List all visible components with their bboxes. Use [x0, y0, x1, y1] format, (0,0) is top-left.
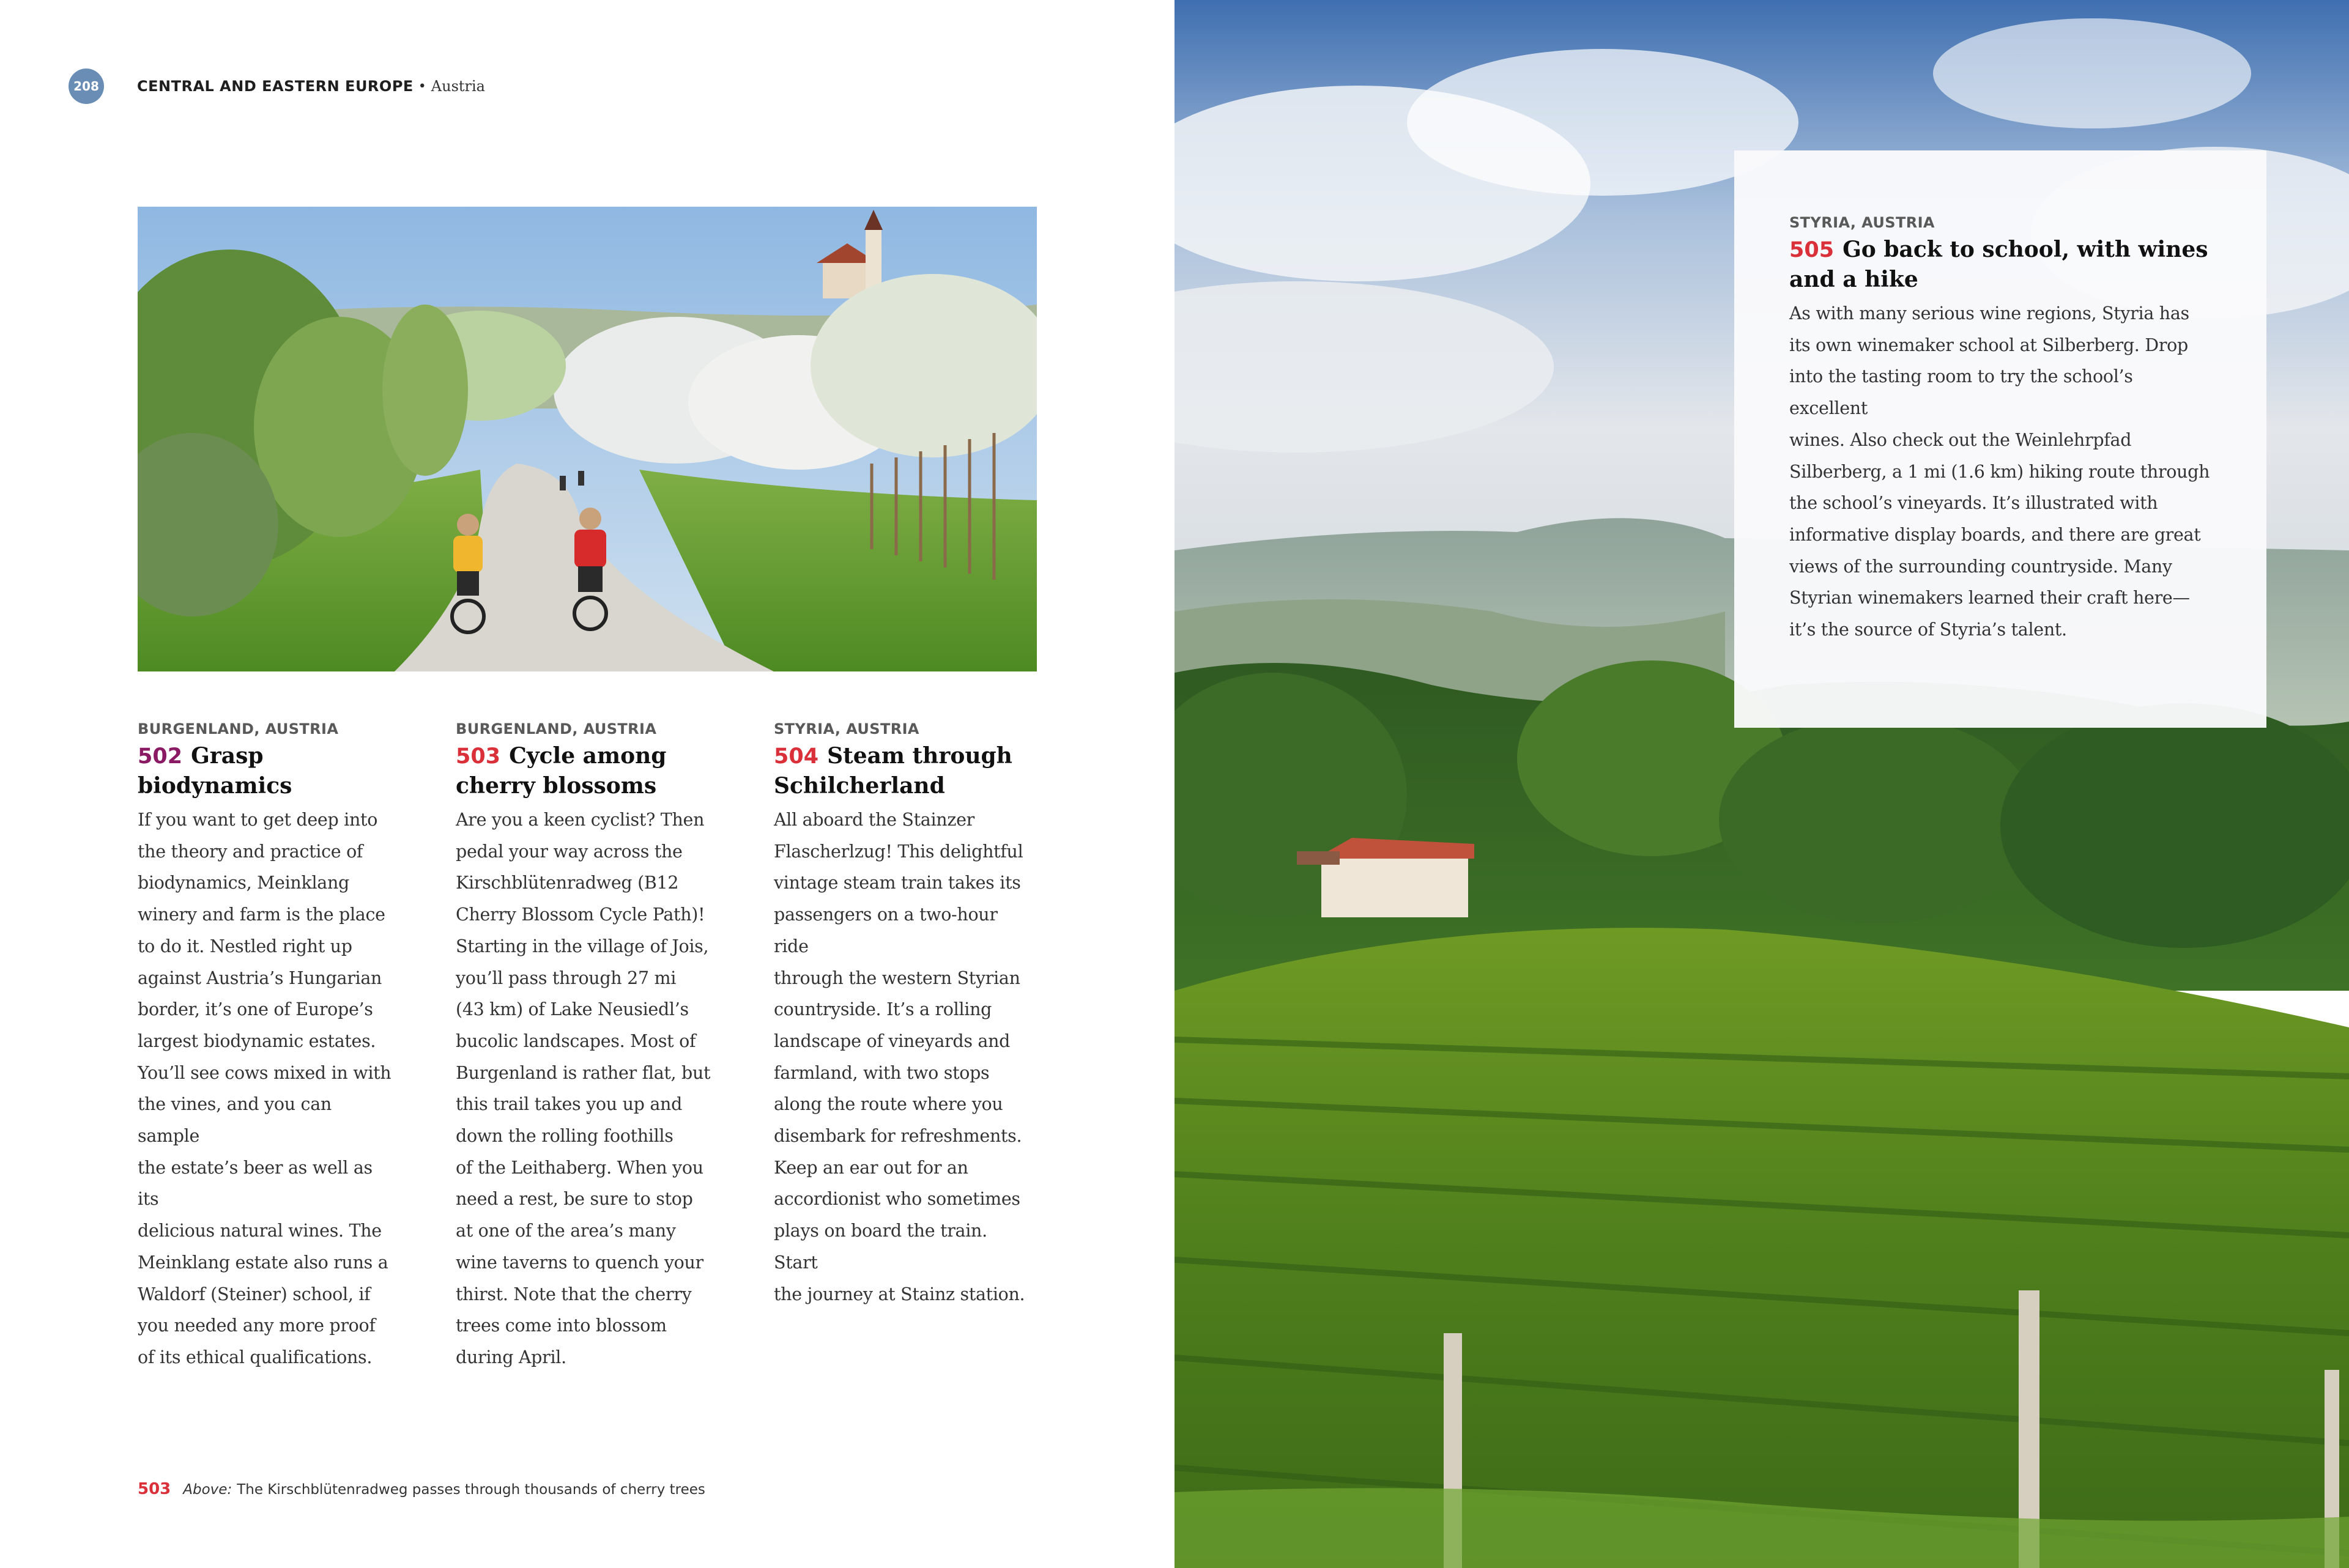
- entry-number: 502: [138, 744, 183, 769]
- entry-title: [1789, 235, 2211, 294]
- running-head-section: CENTRAL AND EASTERN EUROPE: [137, 78, 414, 95]
- entry-505: [1734, 150, 2266, 728]
- entry-body: If you want to get deep into the theory and practice of biodynamics, Meinklang winery and farm is the place to do it. Nestled right up against Austria’s Hungarian border, it’s one of Europe’s largest biodynamic estates. You’ll see cows mixed in with the vines, and you can sample the estate’s beer as well as its delicious natural wines. The Meinklang estate also runs a Waldorf (Steiner) school, if you needed any more proof of its ethical qualifications.: [138, 810, 392, 1367]
- entry-title-text: Grasp biodynamics: [138, 743, 292, 799]
- entry-502: [138, 717, 395, 1374]
- right-page: [1174, 0, 2349, 1568]
- entry-body: All aboard the Stainzer Flascherlzug! This delightful vintage steam train takes its passengers on a two-hour ride through the western Styrian countryside. It’s a rolling landscape of vineyards and farmland, with two stops along the route where you disembark for refreshments. Keep an ear out for an accordionist who sometimes plays on board the train. Start the journey at Stainz station.: [774, 810, 1025, 1304]
- folio: [69, 68, 485, 104]
- cyclists-cherry-blossom-photo: [138, 207, 1037, 671]
- entry-body: As with many serious wine regions, Styria has its own winemaker school at Silberberg. Drop into the tasting room to try the school’s excellent wines. Also check out the Weinlehrpfad Silberberg, a 1 mi (1.6 km) hiking route through the school’s vineyards. It’s illustrated with informative display boards, and there are great views of the surrounding countryside. Many Styrian winemakers learned their craft here— it’s the source of Styria’s talent.: [1789, 303, 2210, 640]
- entry-location: STYRIA, AUSTRIA: [774, 720, 919, 738]
- entry-number: 503: [456, 744, 501, 769]
- entry-503: [456, 717, 713, 1374]
- entry-504: [774, 717, 1031, 1310]
- photo-caption: [138, 1480, 705, 1498]
- page-number-badge: 208: [69, 68, 104, 104]
- entry-title-text: Cycle among cherry blossoms: [456, 743, 667, 799]
- entry-body: Are you a keen cyclist? Then pedal your way across the Kirschblütenradweg (B12 Cherry Blossom Cycle Path)! Starting in the village of Jois, you’ll pass through 27 mi (43 km) of Lake Neusiedl’s bucolic landscapes. Most of Burgenland is rather flat, but this trail takes you up and down the rolling foothills of the Leithaberg. When you need a rest, be sure to stop at one of the area’s many wine taverns to quench your thirst. Note that the cherry trees come into blossom during April.: [456, 810, 711, 1367]
- running-head-country: Austria: [431, 78, 485, 95]
- entry-location: BURGENLAND, AUSTRIA: [456, 720, 657, 738]
- entry-number: 505: [1789, 238, 1835, 262]
- entry-title: [138, 741, 395, 801]
- entry-location: BURGENLAND, AUSTRIA: [138, 720, 339, 738]
- cyclists-cherry-blossom-illustration: [138, 207, 1037, 671]
- left-page: [0, 0, 1174, 1568]
- entry-title: [456, 741, 713, 801]
- running-head: [137, 78, 485, 95]
- entry-title: [774, 741, 1031, 801]
- caption-text: The Kirschblütenradweg passes through thousands of cherry trees: [237, 1482, 705, 1498]
- caption-number: 503: [138, 1480, 171, 1498]
- entry-title-text: Go back to school, with wines and a hike: [1789, 237, 2208, 292]
- entry-title-text: Steam through Schilcherland: [774, 743, 1012, 799]
- entry-number: 504: [774, 744, 819, 769]
- entry-location: STYRIA, AUSTRIA: [1789, 214, 1935, 231]
- caption-label: Above:: [183, 1482, 232, 1498]
- running-head-bullet: •: [418, 78, 426, 94]
